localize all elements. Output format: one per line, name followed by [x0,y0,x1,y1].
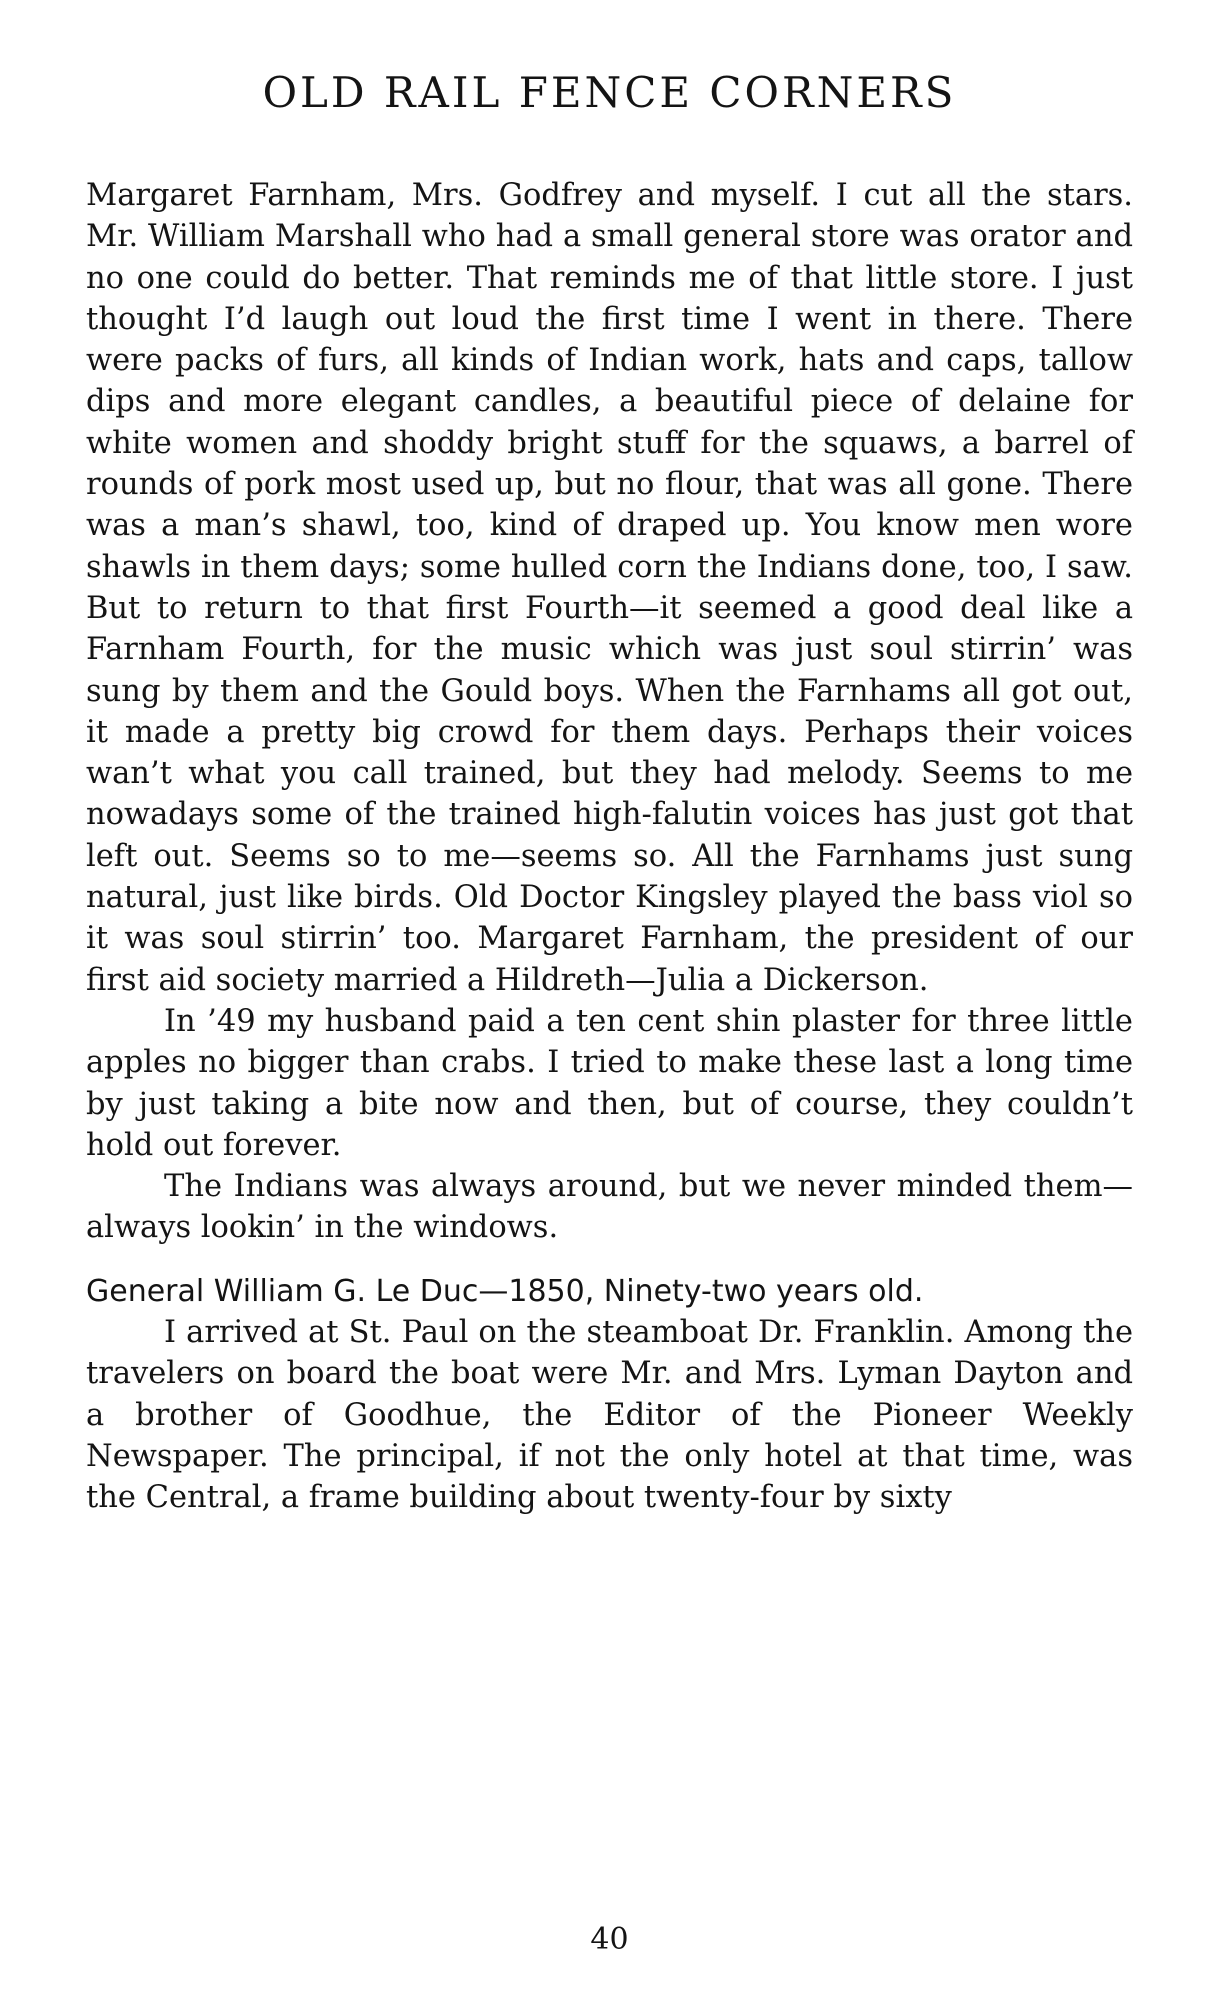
page-body [86,175,1133,1519]
paragraph-indians: The Indians was always around, but we never minded them—always lookin’ in the windows. [86,1169,1133,1246]
paragraph-apples: In ’49 my husband paid a ten cent shin plaster for three little apples no bigger than crabs. I tried to make these last a long time by just taking a bite now and then, but of course, they couldn’t hold out forever. [86,1003,1133,1163]
paragraph-continued: Margaret Farnham, Mrs. Godfrey and myself. I cut all the stars. Mr. William Marshall who had a small general store was orator and no one could do better. That reminds me of that little store. I just thought I’d laugh out loud the first time I went in there. There were packs of furs, all kinds of Indian work, hats and caps, tallow dips and more elegant candles, a beautiful piece of delaine for white women and shoddy bright stuff for the squaws, a barrel of rounds of pork most used up, but no flour, that was all gone. There was a man’s shawl, too, kind of draped up. You know men wore shawls in them days; some hulled corn the Indians done, too, I saw. But to return to that first Fourth—it seemed a good deal like a Farnham Fourth, for the music which was just soul stirrin’ was sung by them and the Gould boys. When the Farnhams all got out, it made a pretty big crowd for them days. Perhaps their voices wan’t what you call trained, but they had melody. Seems to me nowadays some of the trained high-falutin voices has just got that left out. Seems so to me—seems so. All the Farnhams just sung natural, just like birds. Old Doctor Kingsley played the bass viol so it was soul stirrin’ too. Margaret Farnham, the president of our first aid society married a Hildreth—Julia a Dickerson. [86,178,1133,998]
section-heading: General William G. Le Duc—1850, Ninety-two years old. [86,1273,924,1309]
running-header: OLD RAIL FENCE CORNERS [262,68,957,117]
paragraph-le-duc: I arrived at St. Paul on the steamboat Dr. Franklin. Among the travelers on board the boat were Mr. and Mrs. Lyman Dayton and a brother of Goodhue, the Editor of the Pioneer Weekly Newspaper. The principal, if not the only hotel at that time, was the Central, a frame building about twenty-four by sixty [86,1315,1133,1516]
page-number: 40 [590,1922,629,1957]
